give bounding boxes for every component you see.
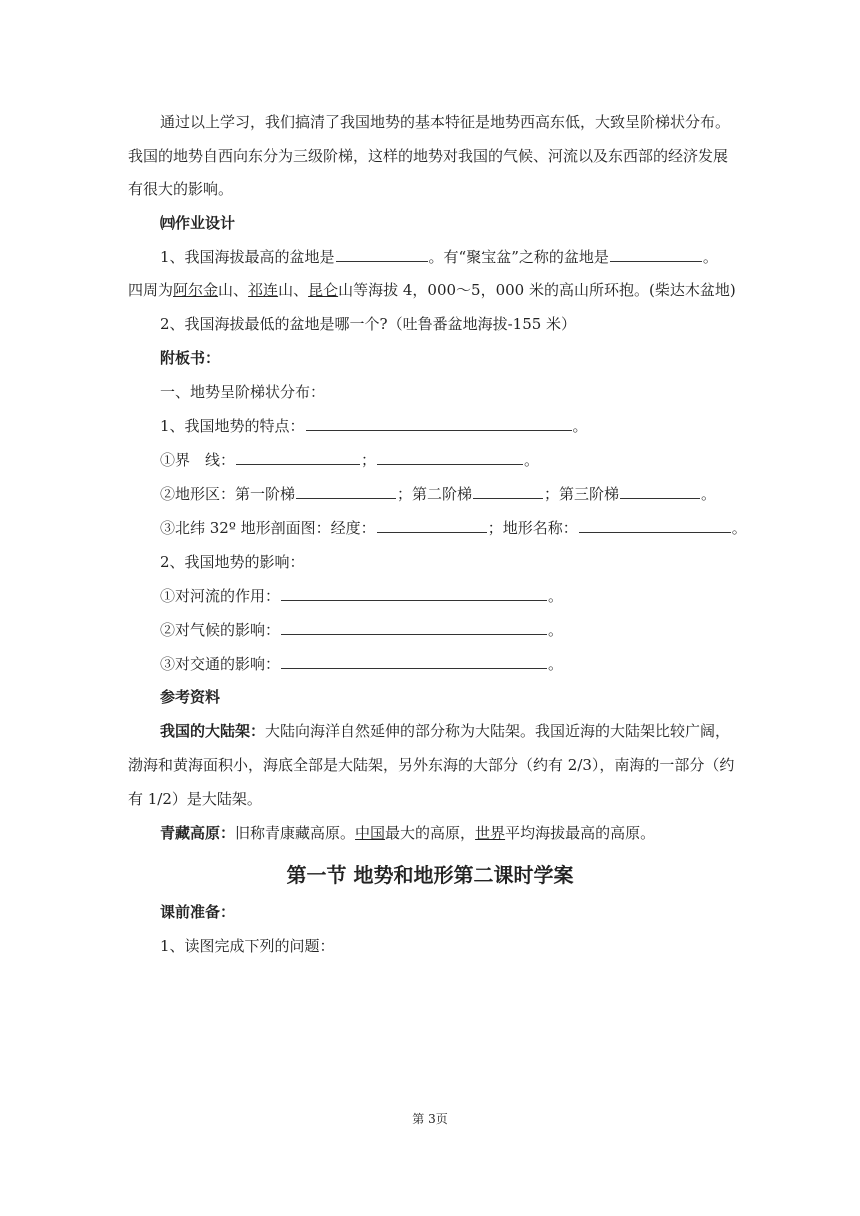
answer-blank[interactable] <box>610 246 702 262</box>
summary-line-1: 通过以上学习，我们搞清了我国地势的基本特征是地势西高东低，大致呈阶梯状分布。 <box>160 113 731 131</box>
term-label: 青藏高原： <box>160 824 236 842</box>
board-label: ②对气候的影响： <box>160 621 281 639</box>
q1-sep: 山、 <box>278 281 309 299</box>
mountain-name: 昆仑 <box>308 281 339 299</box>
link-text[interactable]: 世界 <box>475 824 506 842</box>
summary-line-2: 我国的地势自西向东分为三级阶梯，这样的地势对我国的气候、河流以及东西部的经济发展 <box>128 147 729 165</box>
homework-q1-line2 <box>128 279 736 301</box>
board-line-2 <box>160 415 588 437</box>
term-label: 我国的大陆架： <box>160 722 266 740</box>
answer-blank[interactable] <box>473 483 543 499</box>
board-label: ；第二阶梯 <box>397 485 473 503</box>
period: 。 <box>548 587 564 605</box>
shelf-line-2: 渤海和黄海面积小，海底全部是大陆架，另外东海的大部分（约有 2/3），南海的一部分（约 <box>128 756 735 774</box>
q1-text-b: 。有“聚宝盆”之称的盆地是 <box>428 248 609 266</box>
q1-line2-b: 山等海拔 4，000～5，000 米的高山所环抱。(柴达木盆地) <box>338 281 736 299</box>
answer-blank[interactable] <box>296 483 396 499</box>
answer-blank[interactable] <box>281 619 547 635</box>
board-label: ①界 线： <box>160 451 236 469</box>
answer-blank[interactable] <box>281 653 547 669</box>
shelf-line-1 <box>160 720 730 742</box>
board-line-4 <box>160 483 716 505</box>
board-label: ；第三阶梯 <box>544 485 620 503</box>
shelf-text: 大陆向海洋自然延伸的部分称为大陆架。我国近海的大陆架比较广阔， <box>265 722 731 740</box>
q1-sep: 山、 <box>218 281 249 299</box>
answer-blank[interactable] <box>377 449 523 465</box>
board-line-8 <box>160 619 563 641</box>
answer-blank[interactable] <box>579 517 731 533</box>
board-line-9 <box>160 653 563 675</box>
q1-text-a: 1、我国海拔最高的盆地是 <box>160 248 335 266</box>
answer-blank[interactable] <box>236 449 360 465</box>
reference-heading: 参考资料 <box>160 688 221 706</box>
answer-blank[interactable] <box>377 517 487 533</box>
answer-blank[interactable] <box>306 415 572 431</box>
board-line-7 <box>160 585 563 607</box>
page-number: 第 3页 <box>412 1112 448 1126</box>
homework-heading: ㈣作业设计 <box>160 214 236 232</box>
period: 。 <box>548 655 564 673</box>
period: 。 <box>731 519 747 537</box>
board-label: ③对交通的影响： <box>160 655 281 673</box>
board-label: ①对河流的作用： <box>160 587 281 605</box>
board-heading: 附板书： <box>160 349 221 367</box>
answer-blank[interactable] <box>336 246 428 262</box>
plateau-text: 最大的高原， <box>385 824 476 842</box>
mountain-name: 祁连 <box>248 281 279 299</box>
board-label: 1、我国地势的特点： <box>160 417 305 435</box>
plateau-text: 旧称青康藏高原。 <box>235 824 356 842</box>
period: 。 <box>548 621 564 639</box>
board-line-1: 一、地势呈阶梯状分布： <box>160 383 326 401</box>
section-title: 第一节 地势和地形第二课时学案 <box>286 863 574 887</box>
q1-line2-a: 四周为 <box>128 281 174 299</box>
period: 。 <box>572 417 588 435</box>
prep-question-1: 1、读图完成下列的问题： <box>160 937 335 955</box>
board-label: ③北纬 32º 地形剖面图：经度： <box>160 519 376 537</box>
prep-heading: 课前准备： <box>160 903 236 921</box>
answer-blank[interactable] <box>281 585 547 601</box>
board-line-3 <box>160 449 539 471</box>
link-text[interactable]: 中国 <box>355 824 386 842</box>
homework-q1 <box>160 246 718 268</box>
period: 。 <box>524 451 540 469</box>
board-line-5 <box>160 517 747 539</box>
shelf-line-3: 有 1/2）是大陆架。 <box>128 790 262 808</box>
q1-text-c: 。 <box>702 248 718 266</box>
answer-blank[interactable] <box>620 483 700 499</box>
summary-line-3: 有很大的影响。 <box>128 180 234 198</box>
plateau-line <box>160 822 655 844</box>
board-line-6: 2、我国地势的影响： <box>160 553 305 571</box>
period: 。 <box>701 485 717 503</box>
plateau-text: 平均海拔最高的高原。 <box>505 824 656 842</box>
semicolon: ； <box>361 451 377 469</box>
homework-q2: 2、我国海拔最低的盆地是哪一个?（吐鲁番盆地海拔-155 米） <box>160 315 577 333</box>
board-label: ②地形区：第一阶梯 <box>160 485 296 503</box>
board-label: ；地形名称： <box>487 519 578 537</box>
mountain-name: 阿尔金 <box>173 281 219 299</box>
